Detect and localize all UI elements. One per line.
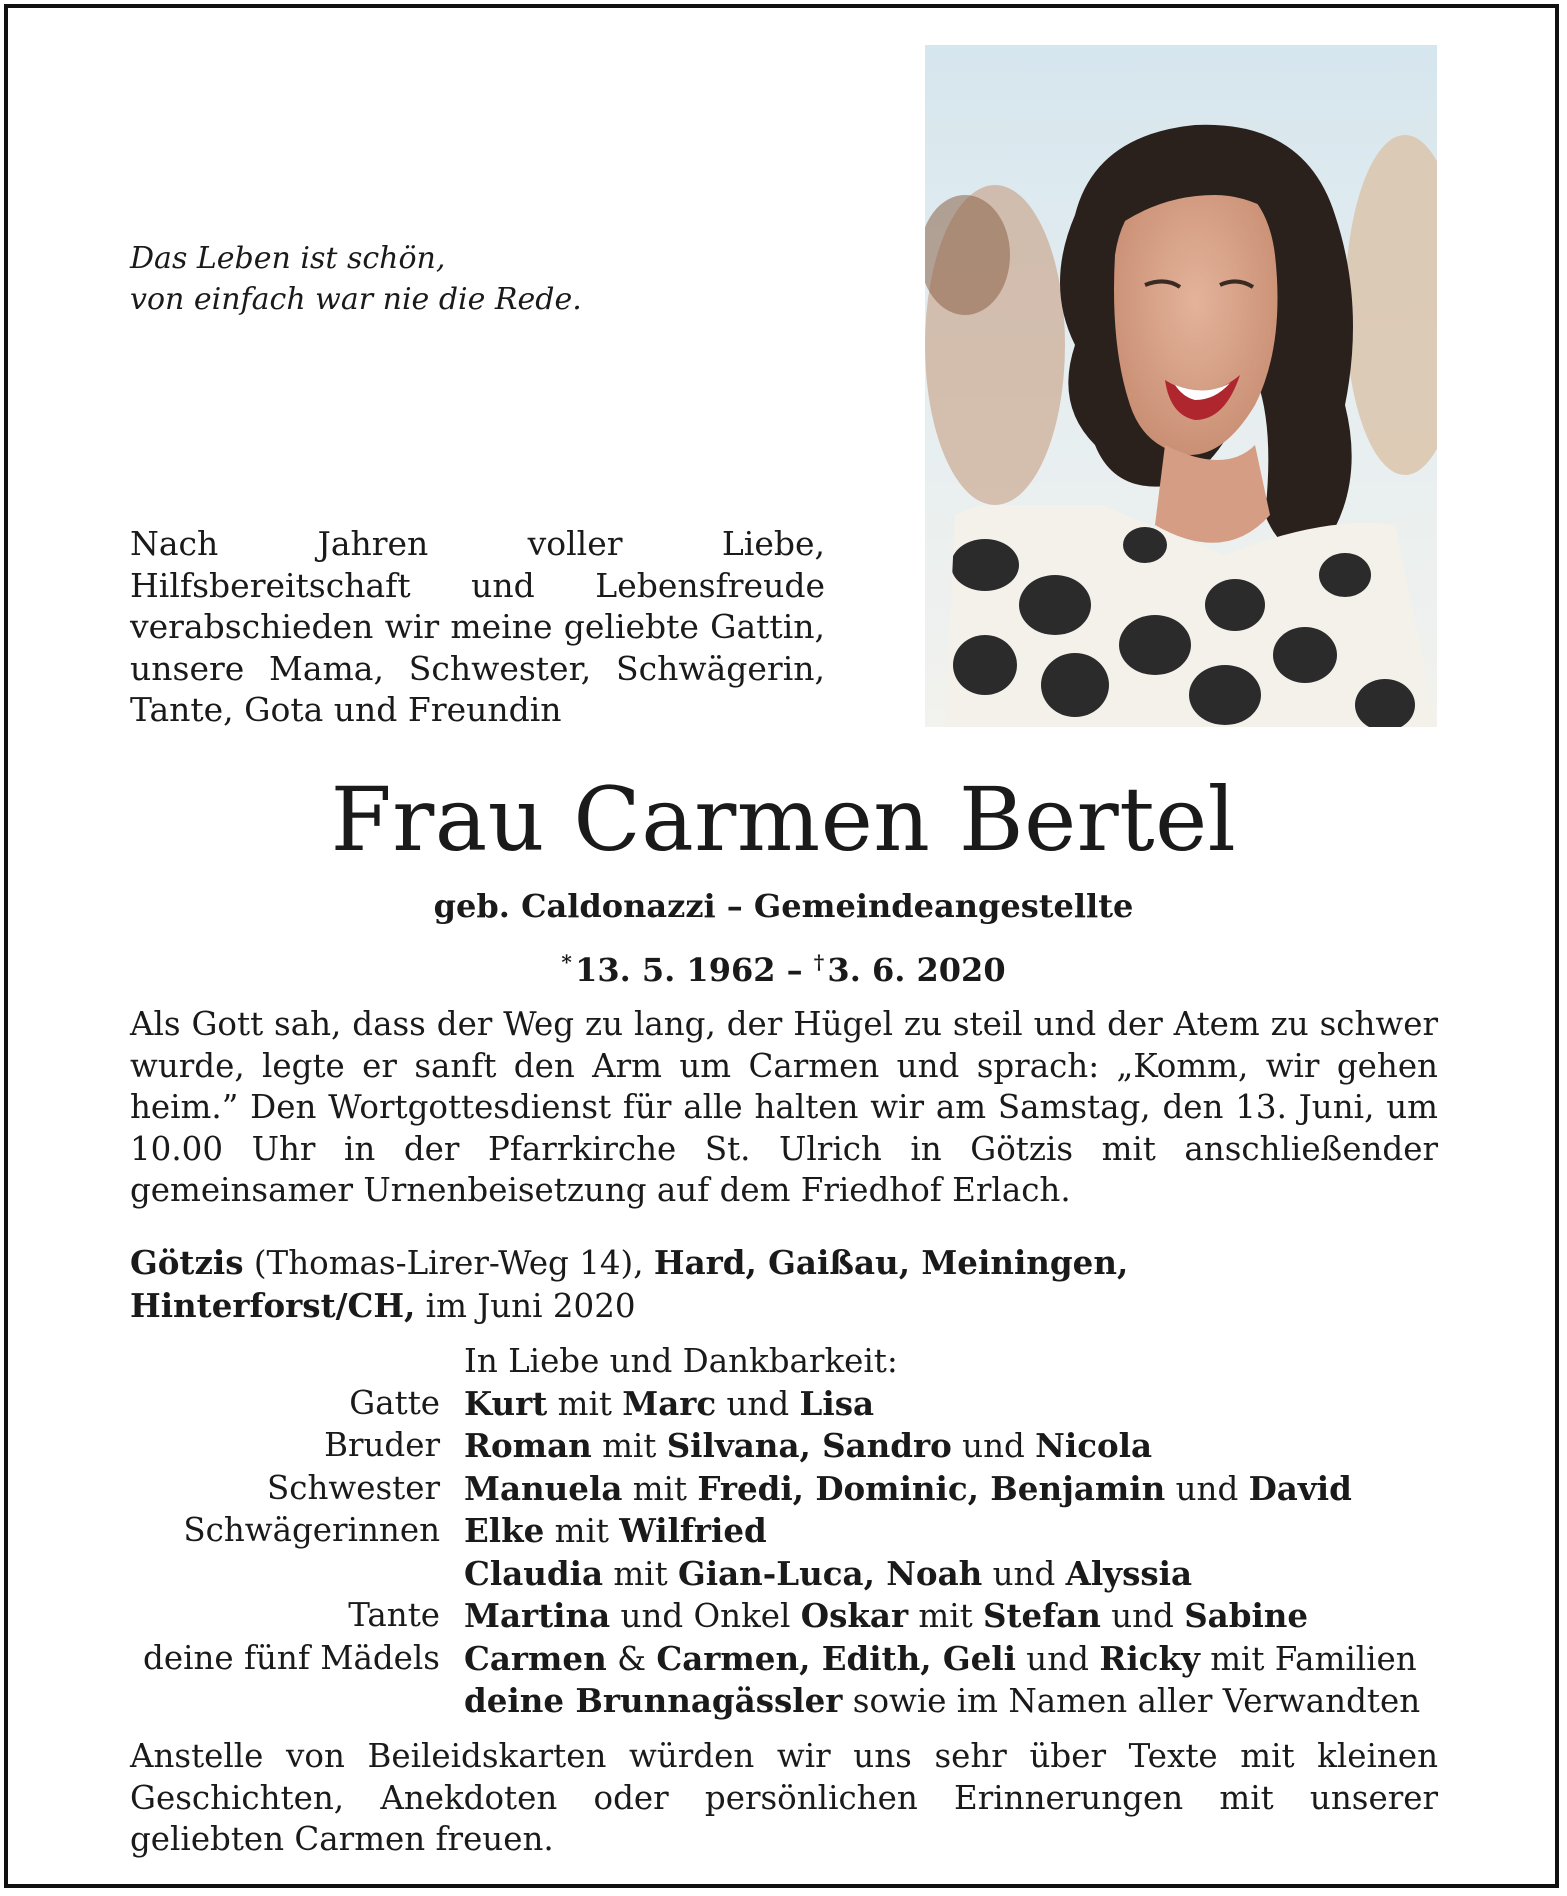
mourner-relation: Bruder xyxy=(324,1426,440,1464)
mourner-relation: Schwägerinnen xyxy=(183,1511,440,1549)
mourner-names xyxy=(464,1425,1152,1468)
portrait-photo xyxy=(925,45,1437,727)
mourner-connector: mit xyxy=(603,1554,678,1593)
mourner-connector: sowie im Namen aller Verwandten xyxy=(842,1682,1421,1720)
mourner-name: Marc xyxy=(622,1383,717,1423)
mourner-name: Manuela xyxy=(464,1468,623,1508)
mourner-connector: und xyxy=(716,1384,800,1423)
mourner-name: Nicola xyxy=(1035,1426,1153,1465)
mourner-name: Lisa xyxy=(799,1383,875,1423)
mourner-row xyxy=(130,1553,1460,1596)
mourner-connector: und xyxy=(1165,1469,1249,1508)
mourner-name: Silvana, Sandro xyxy=(666,1426,952,1465)
place-date: im Juni 2020 xyxy=(415,1286,636,1325)
mourners-heading: In Liebe und Dankbarkeit: xyxy=(464,1342,898,1380)
mourner-name: Kurt xyxy=(464,1383,548,1423)
mourner-name: Roman xyxy=(464,1426,592,1465)
mourner-relation xyxy=(130,1553,440,1596)
mourner-names xyxy=(464,1680,1420,1723)
mourner-row xyxy=(130,1425,1460,1468)
mourner-row xyxy=(130,1468,1460,1511)
mourner-connector: mit xyxy=(544,1512,620,1550)
mourner-relation: Tante xyxy=(348,1596,440,1634)
death-symbol: † xyxy=(813,950,825,974)
mourner-connector: und xyxy=(982,1554,1066,1593)
funeral-details-paragraph: Als Gott sah, dass der Weg zu lang, der Hügel zu steil und der Atem zu schwer wurde, legte er sanft den Arm um Carmen und sprach: „Komm, wir gehen heim.” Den Wortgottesdienst für alle halten wir am Samstag, den 13. Juni, um 10.00 Uhr in der Pfarrkirche St. Ulrich in Götzis mit anschließender gemeinsamer Urnenbeisetzung auf dem Friedhof Erlach. xyxy=(130,1005,1438,1209)
mourner-connector: und xyxy=(951,1427,1036,1465)
mourner-name: Carmen, Edith, Geli xyxy=(656,1638,1016,1678)
places-line xyxy=(130,1242,1438,1327)
mourner-relation: deine fünf Mädels xyxy=(143,1638,440,1677)
place-goetzis: Götzis xyxy=(130,1243,244,1282)
mourner-row xyxy=(130,1510,1460,1553)
mourners-heading-row xyxy=(130,1341,1460,1383)
life-dates xyxy=(0,942,1567,990)
birth-symbol: * xyxy=(561,950,572,974)
mourner-name: deine Brunnagässler xyxy=(464,1681,843,1720)
mourner-name: Gian-Luca, Noah xyxy=(677,1553,983,1593)
closing-paragraph: Anstelle von Beileidskarten würden wir uns sehr über Texte mit kleinen Geschichten, Anekdoten oder persönlichen Erinnerungen mit unserer geliebten Carmen freuen. xyxy=(130,1737,1438,1858)
motto-line-2: von einfach war nie die Rede. xyxy=(130,282,582,317)
mourner-name: Martina xyxy=(464,1596,611,1635)
mourner-name: Alyssia xyxy=(1065,1553,1193,1593)
mourner-row xyxy=(130,1680,1460,1723)
mourner-names xyxy=(464,1595,1308,1638)
deceased-name: Frau Carmen Bertel xyxy=(330,768,1237,871)
motto-line-1: Das Leben ist schön, xyxy=(130,241,446,276)
mourner-connector: und xyxy=(1015,1639,1100,1678)
mourner-names xyxy=(464,1383,874,1426)
mourner-name: Elke xyxy=(464,1511,545,1550)
mourner-relation: Schwester xyxy=(267,1468,440,1507)
place-address: (Thomas-Lirer-Weg 14), xyxy=(243,1244,654,1282)
mourner-connector: mit xyxy=(908,1597,984,1635)
mourner-name: Fredi, Dominic, Benjamin xyxy=(697,1468,1166,1508)
mourner-connector: mit xyxy=(622,1469,698,1508)
intro-paragraph: Nach Jahren voller Liebe, Hilfsbereitschaft und Lebensfreude verabschieden wir meine geliebte Gattin, unsere Mama, Schwester, Schwägerin, Tante, Gota und Freundin xyxy=(130,524,825,729)
date-separator: – xyxy=(786,951,803,989)
mourner-name: Wilfried xyxy=(619,1511,767,1550)
maiden-name-profession: geb. Caldonazzi – Gemeindeangestellte xyxy=(433,887,1134,925)
mourner-names xyxy=(464,1553,1192,1596)
mourner-name: David xyxy=(1248,1468,1352,1508)
motto-quote xyxy=(130,238,850,320)
birth-date: 13. 5. 1962 xyxy=(575,951,776,989)
mourner-connector: mit xyxy=(547,1384,623,1423)
place-list: Hard, Gaißau, Meiningen, xyxy=(653,1243,1129,1282)
mourner-name: Stefan xyxy=(983,1596,1101,1635)
mourner-name: Carmen xyxy=(464,1638,607,1678)
mourner-name: Ricky xyxy=(1099,1638,1200,1678)
mourner-connector: und Onkel xyxy=(610,1597,801,1635)
mourner-names xyxy=(464,1638,1417,1681)
mourner-name: Claudia xyxy=(464,1553,604,1593)
mourner-names xyxy=(464,1510,767,1553)
mourner-connector: und xyxy=(1100,1597,1185,1635)
mourner-row xyxy=(130,1383,1460,1426)
place-hinterforst: Hinterforst/CH, xyxy=(130,1285,416,1325)
mourner-relation: Gatte xyxy=(349,1383,440,1422)
mourner-connector: mit Familien xyxy=(1199,1639,1417,1678)
mourner-relation xyxy=(130,1680,440,1723)
mourner-connector: mit xyxy=(591,1427,667,1465)
mourners-list xyxy=(130,1341,1460,1723)
mourner-names xyxy=(464,1468,1352,1511)
mourner-row xyxy=(130,1595,1460,1638)
mourner-row xyxy=(130,1638,1460,1681)
mourner-connector: & xyxy=(606,1639,657,1678)
mourner-name: Oskar xyxy=(800,1596,909,1635)
mourner-name: Sabine xyxy=(1184,1596,1309,1635)
death-date: 3. 6. 2020 xyxy=(827,951,1006,989)
